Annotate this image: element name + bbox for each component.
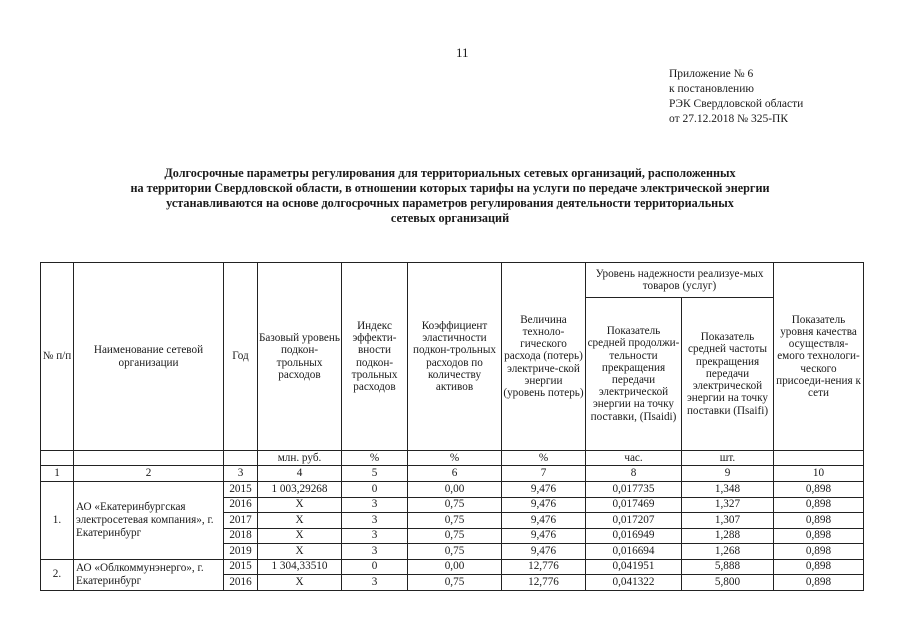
unit-saidi: час.	[586, 451, 682, 466]
cell-base: 1 304,33510	[258, 559, 342, 575]
cell-losses: 12,776	[502, 575, 586, 591]
cell-saifi: 1,307	[682, 513, 774, 529]
column-number: 2	[74, 466, 224, 482]
appendix-block	[669, 67, 803, 127]
cell-year: 2015	[224, 559, 258, 575]
unit-cell	[74, 451, 224, 466]
cell-saifi: 1,288	[682, 528, 774, 544]
title-line: на территории Свердловской области, в отношении которых тарифы на услуги по передаче электрической энергии	[130, 181, 770, 195]
unit-saifi: шт.	[682, 451, 774, 466]
cell-saidi: 0,041951	[586, 559, 682, 575]
title-line: устанавливаются на основе долгосрочных параметров регулирования деятельности территориальных	[166, 196, 734, 210]
cell-index: 3	[342, 528, 408, 544]
cell-base: 1 003,29268	[258, 482, 342, 498]
appendix-line: от 27.12.2018 № 325-ПК	[669, 113, 789, 125]
header-base-level: Базовый уровень подкон-трольных расходов	[258, 263, 342, 451]
cell-saidi: 0,017469	[586, 497, 682, 513]
org-name: АО «Облкоммунэнерго», г. Екатеринбург	[74, 559, 224, 590]
appendix-line: Приложение № 6	[669, 68, 754, 80]
cell-losses: 9,476	[502, 513, 586, 529]
unit-cell	[41, 451, 74, 466]
title-line: сетевых организаций	[390, 211, 510, 225]
cell-base: X	[258, 544, 342, 560]
cell-index: 3	[342, 497, 408, 513]
parameters-table	[40, 262, 864, 591]
unit-base: млн. руб.	[258, 451, 342, 466]
header-reliability-group: Уровень надежности реализуе-мых товаров (услуг)	[586, 263, 774, 298]
appendix-line: к постановлению	[669, 83, 754, 95]
column-number: 6	[408, 466, 502, 482]
cell-coef: 0,75	[408, 544, 502, 560]
cell-saifi: 1,327	[682, 497, 774, 513]
column-number: 9	[682, 466, 774, 482]
column-number: 8	[586, 466, 682, 482]
header-elasticity-coef: Коэффициент эластичности подкон-трольных расходов по количеству активов	[408, 263, 502, 451]
cell-year: 2016	[224, 497, 258, 513]
cell-losses: 9,476	[502, 497, 586, 513]
table-body	[41, 482, 864, 591]
header-saidi: Показатель средней продолжи-тельности прекращения передачи электрической энергии на точку поставки, (Пsaidi)	[586, 298, 682, 451]
cell-saidi: 0,016694	[586, 544, 682, 560]
cell-quality: 0,898	[774, 575, 864, 591]
cell-quality: 0,898	[774, 528, 864, 544]
cell-losses: 12,776	[502, 559, 586, 575]
cell-index: 3	[342, 513, 408, 529]
cell-losses: 9,476	[502, 544, 586, 560]
cell-saifi: 1,348	[682, 482, 774, 498]
cell-quality: 0,898	[774, 513, 864, 529]
cell-coef: 0,75	[408, 497, 502, 513]
column-number: 1	[41, 466, 74, 482]
column-number: 10	[774, 466, 864, 482]
cell-year: 2016	[224, 575, 258, 591]
unit-cell	[774, 451, 864, 466]
cell-base: X	[258, 497, 342, 513]
document-title	[60, 166, 840, 226]
cell-index: 3	[342, 544, 408, 560]
cell-quality: 0,898	[774, 482, 864, 498]
cell-quality: 0,898	[774, 544, 864, 560]
cell-coef: 0,75	[408, 528, 502, 544]
cell-base: X	[258, 513, 342, 529]
cell-index: 3	[342, 575, 408, 591]
title-line: Долгосрочные параметры регулирования для территориальных сетевых организаций, расположенных	[164, 166, 736, 180]
org-number: 2.	[41, 559, 74, 590]
header-org: Наименование сетевой организации	[74, 263, 224, 451]
cell-coef: 0,75	[408, 575, 502, 591]
cell-base: X	[258, 528, 342, 544]
cell-year: 2018	[224, 528, 258, 544]
unit-index: %	[342, 451, 408, 466]
column-number: 5	[342, 466, 408, 482]
appendix-line: РЭК Свердловской области	[669, 98, 804, 110]
cell-saidi: 0,016949	[586, 528, 682, 544]
column-number: 3	[224, 466, 258, 482]
cell-losses: 9,476	[502, 528, 586, 544]
cell-coef: 0,00	[408, 482, 502, 498]
org-name: АО «Екатеринбургская электросетевая компания», г. Екатеринбург	[74, 482, 224, 560]
cell-coef: 0,75	[408, 513, 502, 529]
cell-saidi: 0,017735	[586, 482, 682, 498]
cell-year: 2017	[224, 513, 258, 529]
cell-coef: 0,00	[408, 559, 502, 575]
cell-index: 0	[342, 559, 408, 575]
header-year: Год	[224, 263, 258, 451]
table-row	[41, 482, 864, 498]
cell-year: 2015	[224, 482, 258, 498]
cell-index: 0	[342, 482, 408, 498]
table-row	[41, 559, 864, 575]
cell-base: X	[258, 575, 342, 591]
cell-quality: 0,898	[774, 497, 864, 513]
header-num: № п/п	[41, 263, 74, 451]
unit-cell	[224, 451, 258, 466]
column-number: 7	[502, 466, 586, 482]
cell-saifi: 5,800	[682, 575, 774, 591]
org-number: 1.	[41, 482, 74, 560]
unit-coef: %	[408, 451, 502, 466]
cell-saifi: 5,888	[682, 559, 774, 575]
header-efficiency-index: Индекс эффекти-вности подкон-трольных расходов	[342, 263, 408, 451]
header-quality: Показатель уровня качества осуществля-емого технологи-ческого присоеди-нения к сети	[774, 263, 864, 451]
cell-saifi: 1,268	[682, 544, 774, 560]
cell-quality: 0,898	[774, 559, 864, 575]
column-number: 4	[258, 466, 342, 482]
cell-saidi: 0,041322	[586, 575, 682, 591]
header-saifi: Показатель средней частоты прекращения передачи электрической энергии на точку поставки (Пsaifi)	[682, 298, 774, 451]
unit-losses: %	[502, 451, 586, 466]
cell-saidi: 0,017207	[586, 513, 682, 529]
page-number: 11	[456, 45, 469, 60]
header-losses: Величина техноло-гического расхода (потерь) электриче-ской энергии (уровень потерь)	[502, 263, 586, 451]
cell-losses: 9,476	[502, 482, 586, 498]
cell-year: 2019	[224, 544, 258, 560]
